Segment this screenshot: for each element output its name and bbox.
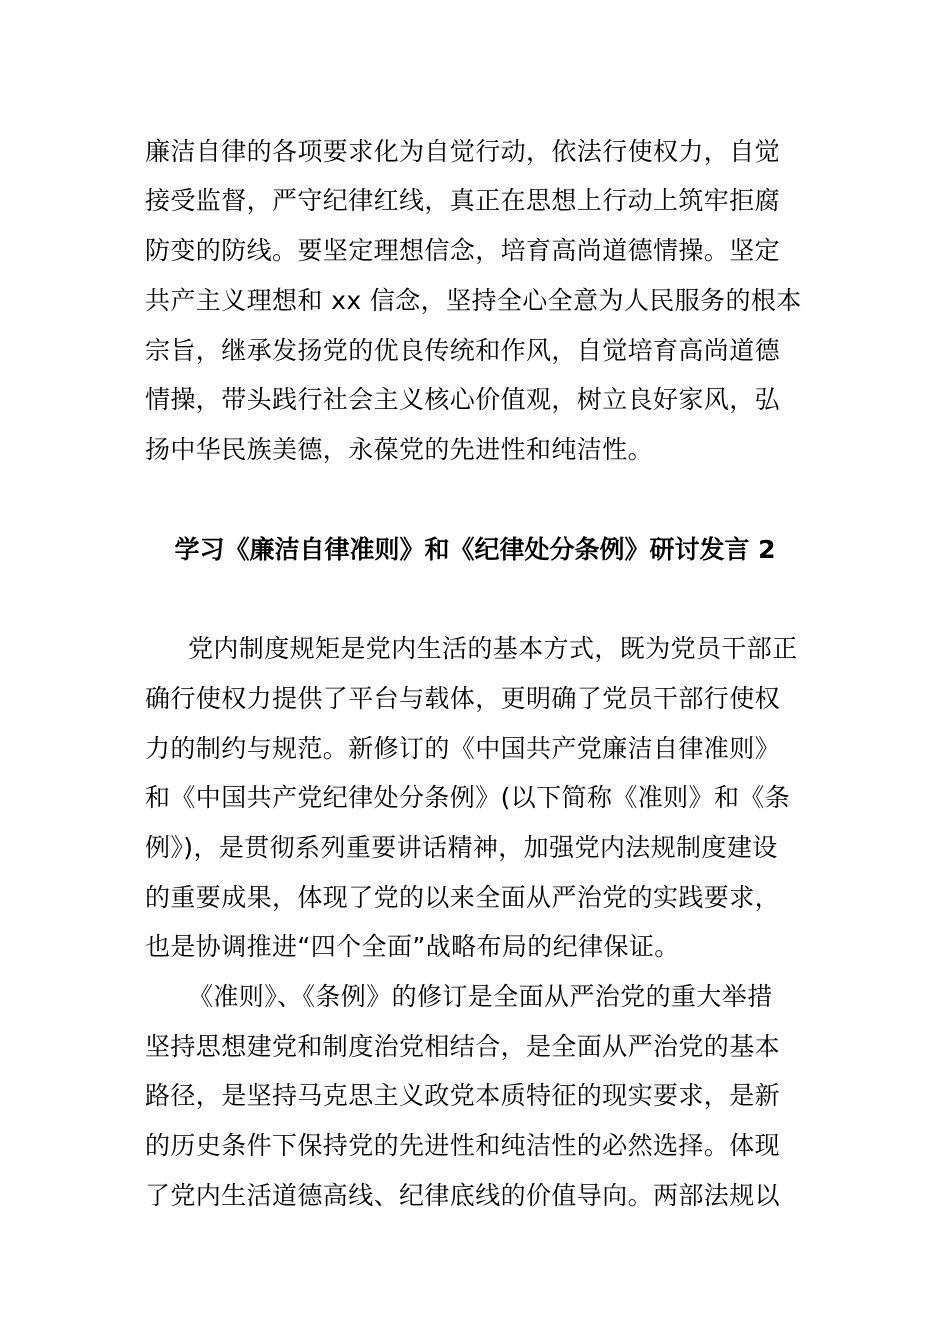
paragraph-line: 和《中国共产党纪律处分条例》(以下简称《准则》和《条 bbox=[145, 783, 791, 812]
paragraph-line: 确行使权力提供了平台与载体，更明确了党员干部行使权 bbox=[145, 684, 781, 713]
paragraph-line: 共产主义理想和 xx 信念，坚持全心全意为人民服务的根本 bbox=[145, 286, 802, 315]
paragraph-line: 宗旨，继承发扬党的优良传统和作风，自觉培育高尚道德 bbox=[145, 336, 781, 365]
paragraph-line: 防变的防线。要坚定理想信念，培育高尚道德情操。坚定 bbox=[145, 236, 781, 265]
paragraph-line: 情操，带头践行社会主义核心价值观，树立良好家风，弘 bbox=[145, 385, 781, 414]
paragraph-line: 廉洁自律的各项要求化为自觉行动，依法行使权力，自觉 bbox=[145, 137, 781, 166]
section-heading: 学习《廉洁自律准则》和《纪律处分条例》研讨发言 2 bbox=[174, 535, 776, 564]
paragraph-line: 扬中华民族美德，永葆党的先进性和纯洁性。 bbox=[145, 435, 654, 464]
paragraph-line: 接受监督，严守纪律红线，真正在思想上行动上筑牢拒腐 bbox=[145, 186, 781, 215]
paragraph-line: 坚持思想建党和制度治党相结合，是全面从严治党的基本 bbox=[145, 1032, 781, 1061]
paragraph-line: 了党内生活道德高线、纪律底线的价值导向。两部法规以 bbox=[145, 1181, 781, 1210]
paragraph-line: 的重要成果，体现了党的以来全面从严治党的实践要求， bbox=[145, 883, 781, 912]
paragraph-line: 的历史条件下保持党的先进性和纯洁性的必然选择。体现 bbox=[145, 1131, 781, 1160]
paragraph-line: 路径，是坚持马克思主义政党本质特征的现实要求，是新 bbox=[145, 1081, 781, 1110]
paragraph-line: 党内制度规矩是党内生活的基本方式，既为党员干部正 bbox=[188, 634, 798, 663]
paragraph-line: 也是协调推进“四个全面”战略布局的纪律保证。 bbox=[145, 932, 680, 961]
paragraph-line: 例》)，是贯彻系列重要讲话精神，加强党内法规制度建设 bbox=[145, 833, 778, 862]
paragraph-line: 力的制约与规范。新修订的《中国共产党廉洁自律准则》 bbox=[145, 734, 781, 763]
paragraph-line: 《准则》、《条例》的修订是全面从严治党的重大举措 bbox=[188, 982, 773, 1011]
